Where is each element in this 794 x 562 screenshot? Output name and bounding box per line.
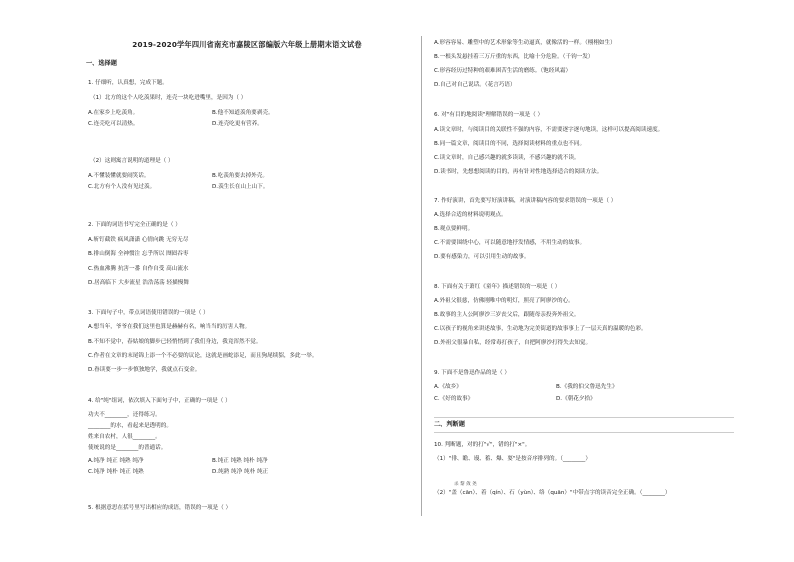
option-5-b: B.一根头发悬挂着三万斤重的东西，比喻十分危险。（千钧一发） [434,54,594,60]
option-4-c: C.纯净 纯朴 纯正 纯熟 [88,469,144,475]
question-10-2: （2）"盖（cān）、着（qín）、石（yùn）、络（quān）"中带点字的读音完全正确。（________） [434,490,671,496]
option-3-b: B.不知不觉中，春姑娘的脚步已轻悄悄到了我们身边，我竟浑然不觉。 [88,339,262,345]
option-1-2-d: D.羡生长在山上山下。 [212,184,269,190]
option-2-a: A.斩钉截铁 疯风潇潇 心情向跳 无穷无尽 [88,237,189,243]
option-4-b: B.纯正 纯熟 纯朴 纯净 [212,458,268,464]
question-10-1: （1）"俳、瞻、谩、蓄、爆、耍"是按音序排列的。（________） [434,456,591,462]
option-1-2-b: B.吃羡角要去掉外壳。 [212,173,268,179]
option-1-2-c: C.北方有个人没有见过羡。 [88,184,156,190]
option-1-1-d: D.连壳吃更有营养。 [212,121,263,127]
question-2-stem: 2. 下面的词语书写完全正确的是（ ） [88,222,181,228]
question-1-stem: 1. 仔细听，认真想，完成下题。 [88,80,168,86]
section-heading-choice: 一、选择题 [86,60,117,67]
option-6-a: A.读文章时，与阅读目的关联性不强的内容，不需要逐字逐句地读，这样可以提高阅读速度。 [434,127,664,133]
question-6-stem: 6. 对"有目的地阅读"理解错误的一项是（ ） [434,112,544,118]
option-5-c: C.形容经历过特种的艰难困苦生活的磨练。（饱经风霜） [434,68,572,74]
option-2-d: D.居高临下 大步流星 浩浩荡荡 轻描慢舞 [88,280,189,286]
option-7-a: A.选择合适的材料说明观点。 [434,212,507,218]
question-4-stem: 4. 给"纯"组词，依次填入下面句子中，正确的一项是（ ） [88,398,231,404]
page-title: 2019-2020学年四川省南充市嘉陵区部编版六年级上册期末语文试卷 [132,40,362,49]
question-10-stem: 10. 判断题，对的打"√"，错的打"×"。 [434,442,531,448]
option-7-b: B.观点要鲜明。 [434,226,474,232]
question-1-1: （1）北方的这个人吃羡果时，连壳一块吃进嘴里，是因为（ ） [90,95,247,101]
option-9-b: B.《我的伯父鲁迅先生》 [556,384,618,390]
option-9-c: C.《好的故事》 [434,396,474,402]
option-6-d: D.读书时，先想想阅读的目的，再有针对性地选择适合的阅读方法。 [434,169,603,175]
section-separator-top [434,417,734,418]
question-3-stem: 3. 下面句子中，带点词语使用错误的一项是（ ） [88,310,209,316]
option-9-a: A.《故乡》 [434,384,462,390]
option-9-d: D.《朝花夕拾》 [556,396,596,402]
option-5-a: A.形容容易、雕塑中的艺术形象等生动逼真，就像活的一样。（栩栩如生） [434,40,616,46]
option-1-2-a: A.不懂装懂就要闹笑话。 [88,173,150,179]
option-5-d: D.自己对自己说话。（花言巧语） [434,82,516,88]
question-4-line-1: 功夫不________，还得练习。 [88,412,161,418]
option-1-1-b: B.他不知道羡角要剥壳。 [212,110,274,116]
question-10-2-marks: 杀 黎 敛 尧 [454,482,477,487]
option-1-1-c: C.连壳吃可以清热。 [88,121,139,127]
question-8-stem: 8. 下面有关于萧红《童年》描述错误的一项是（ ） [434,284,561,290]
question-4-line-2: ________的水，看起来是透明的。 [88,423,172,429]
question-1-2: （2）这则寓言说明的道理是（ ） [90,158,174,164]
option-2-c: C.热血沸腾 抗害一番 自作自受 高山流水 [88,266,189,272]
option-4-d: D.纯熟 纯净 纯朴 纯正 [212,469,269,475]
option-4-a: A.纯净 纯正 纯熟 纯净 [88,458,144,464]
option-3-a: A.想当年，爷爷在我们这里也算是赫赫有名，响当当的厉害人物。 [88,324,251,330]
question-4-line-4: 使统说的是________的普通话。 [88,445,167,451]
question-5-stem: 5. 根据意思在括号里写出相应的成语，错误的一项是（ ） [88,505,232,511]
option-6-c: C.读文章时，自己感兴趣的就多读读，不感兴趣的就不读。 [434,155,580,161]
option-3-d: D.眷读要一步一步慎独地学，我就点石变金。 [88,367,201,373]
option-3-c: C.作者在文章的末尾锦上添一个不必要的议论，这就是画蛇添足，而且狗尾续貂，多此一举。 [88,353,318,359]
option-8-b: B.故事的主人公阿廖沙三岁丧父后，跟随母亲投奔外祖父。 [434,312,580,318]
option-7-c: C.不需要围绕中心，可以随意地抒发情感，不用生动的故事。 [434,240,586,246]
question-9-stem: 9. 下面不是鲁迅作品的是（ ） [434,370,511,376]
option-1-1-a: A.在家乡上吃羡角。 [88,110,139,116]
question-4-line-3: 姓来自农村，人很________。 [88,434,161,440]
option-6-b: B.同一篇文章，阅读目的不同，选择阅读材料的重点也不同。 [434,141,586,147]
option-8-a: A.外祖父很慈，仿佛刚唯中的明灯，照亮了阿廖沙的心。 [434,298,574,304]
option-8-c: C.以孩子的视角来讲述故事，生动地为完美街道的故事事上了一层天真的温暖的色彩。 [434,326,647,332]
section-heading-judge: 二、判断题 [434,421,465,428]
option-2-b: B.排山倒海 全神惯注 忘乎所以 囫囵吞枣 [88,251,189,257]
option-7-d: D.要有感染力，可以引用生动的故事。 [434,254,530,260]
option-8-d: D.外祖父很暴自私，经常毒打孩子，自把阿廖沙打得失去知觉。 [434,340,592,346]
column-divider [421,36,422,516]
section-separator-bottom [434,432,734,433]
question-7-stem: 7. 作好演讲，首先要写好演讲稿，对演讲稿内容的要求错误的一项是（ ） [434,198,617,204]
